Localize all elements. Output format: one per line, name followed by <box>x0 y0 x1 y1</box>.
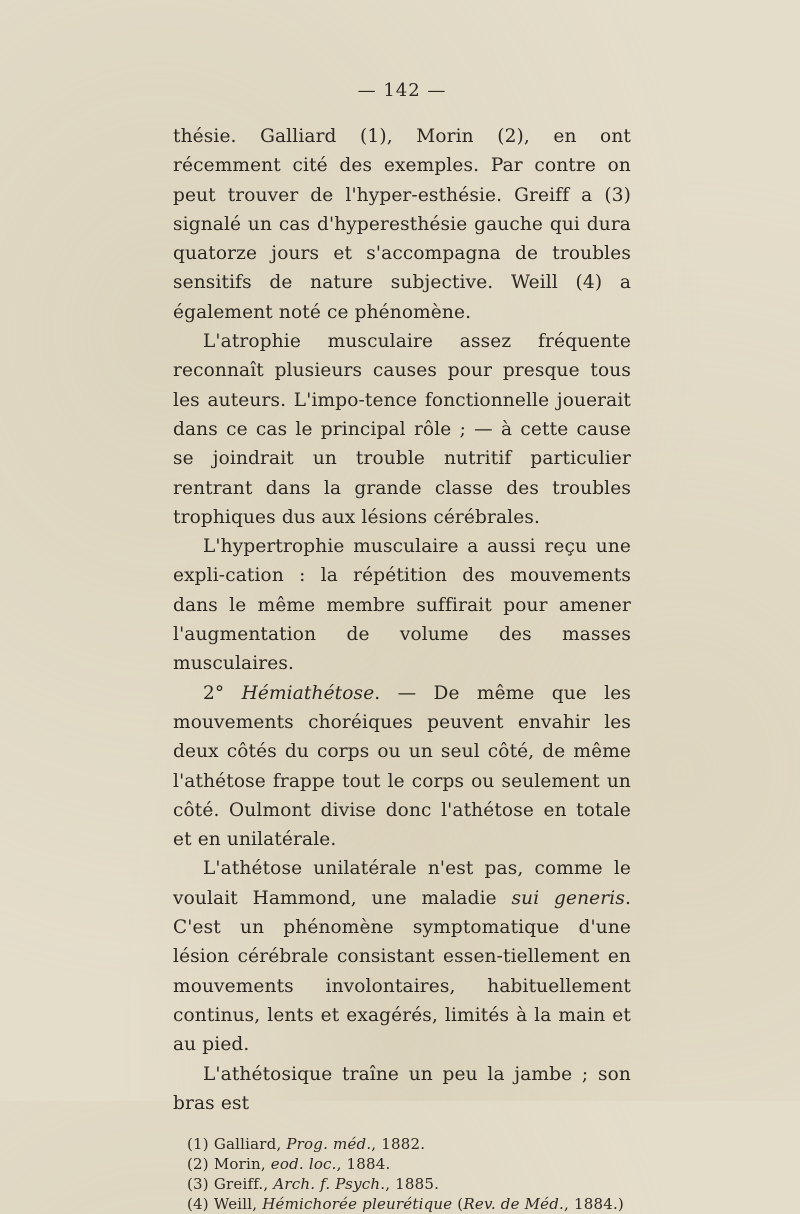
footnote <box>187 1194 631 1214</box>
text-run: (2) Morin, <box>187 1155 271 1174</box>
text-run: (4) Weill, <box>187 1195 263 1214</box>
italic-text-run: Rev. de Méd. <box>463 1195 565 1214</box>
italic-text-run: Hémichorée pleurétique <box>262 1195 453 1214</box>
footnote <box>187 1134 631 1154</box>
text-run: L'athétosique traîne un peu la jambe ; son bras est <box>173 1063 631 1114</box>
book-page <box>173 80 631 1214</box>
text-run: . C'est un phénomène symptomatique d'une lésion cérébrale consistant essen-tiellement en mouvements involontaires, habituellement continus, lents et exagérés, limités à la main et au pied. <box>173 887 632 1056</box>
text-run: thésie. Galliard (1), Morin (2), en ont récemment cité des exemples. Par contre on peut trouver de l'hyper-esthésie. Greiff a (3) signalé un cas d'hyperesthésie gauche qui dura quatorze jours et s'accompagna de troubles sensitifs de nature subjective. Weill (4) a également noté ce phénomène. <box>173 126 631 323</box>
paragraph <box>173 327 631 532</box>
text-run: L'hypertrophie musculaire a aussi reçu une expli-cation : la répétition des mouvements dans le même membre suffirait pour amener l'augmentation de volume des masses musculaires. <box>173 536 631 675</box>
paragraph <box>173 532 631 678</box>
text-run: ( <box>452 1195 464 1214</box>
text-run: , 1884.) <box>564 1195 624 1214</box>
paragraph <box>173 122 631 327</box>
italic-text-run: Arch. f. Psych. <box>273 1175 386 1194</box>
text-run: , 1885. <box>385 1175 440 1194</box>
italic-text-run: Hémiathétose <box>241 682 375 704</box>
text-run: L'athétose unilatérale n'est pas, comme le voulait Hammond, une maladie <box>173 858 631 909</box>
paragraph <box>173 679 631 855</box>
italic-text-run: eod. loc. <box>270 1155 337 1174</box>
italic-text-run: sui generis <box>511 887 625 909</box>
body-text <box>173 122 631 1118</box>
paragraph <box>173 1060 631 1119</box>
page-number: — 142 — <box>357 80 447 101</box>
italic-text-run: Prog. méd. <box>286 1135 372 1154</box>
text-run: (1) Galliard, <box>187 1135 287 1154</box>
footnote <box>187 1154 631 1174</box>
text-run: , 1884. <box>336 1155 391 1174</box>
text-run: . — De même que les mouvements choréiques peuvent envahir les deux côtés du corps ou un seul côté, de même l'athétose frappe tout le corps ou seulement un côté. Oulmont divise donc l'athétose en totale et en unilatérale. <box>173 682 631 851</box>
text-run: 2° <box>203 682 242 704</box>
footnotes <box>187 1134 631 1214</box>
text-run: (3) Greiff., <box>187 1175 274 1194</box>
text-run: , 1882. <box>371 1135 426 1154</box>
paragraph <box>173 854 631 1059</box>
text-run: L'atrophie musculaire assez fréquente reconnaît plusieurs causes pour presque tous les auteurs. L'impo-tence fonctionnelle jouerait dans ce cas le principal rôle ; — à cette cause se joindrait un trouble nutritif particulier rentrant dans la grande classe des troubles trophiques dus aux lésions cérébrales. <box>173 331 631 528</box>
footnote <box>187 1174 631 1194</box>
